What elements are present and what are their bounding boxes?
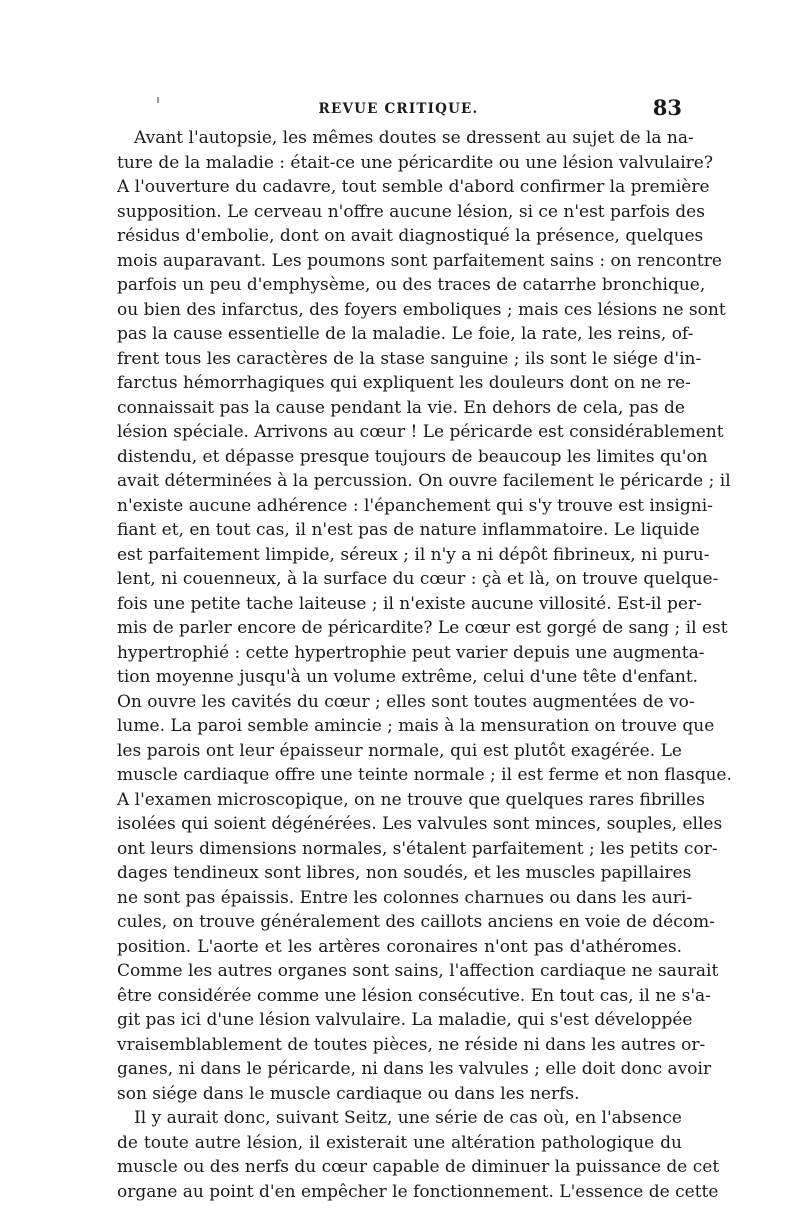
- text-line: dages tendineux sont libres, non soudés, et les muscles papillaires: [117, 863, 692, 883]
- text-line: lent, ni couenneux, à la surface du cœur : çà et là, on trouve quelque-: [117, 569, 719, 589]
- text-line: pas la cause essentielle de la maladie. Le foie, la rate, les reins, of-: [117, 324, 694, 344]
- text-line: de toute autre lésion, il existerait une altération pathologique du: [117, 1132, 682, 1153]
- text-line: supposition. Le cerveau n'offre aucune lésion, si ce n'est parfois des: [117, 201, 705, 222]
- text-line: fois une petite tache laiteuse ; il n'existe aucune villosité. Est-il per-: [117, 593, 702, 614]
- text-line: Il y aurait donc, suivant Seitz, une série de cas où, en l'absence: [134, 1108, 682, 1128]
- text-line: être considérée comme une lésion consécutive. En tout cas, il ne s'a-: [117, 985, 711, 1006]
- text-line: cules, on trouve généralement des caillots anciens en voie de décom-: [117, 912, 715, 932]
- text-line: muscle cardiaque offre une teinte normale ; il est ferme et non flasque.: [117, 765, 732, 785]
- text-line: tion moyenne jusqu'à un volume extrême, celui d'une tête d'enfant.: [117, 667, 699, 687]
- text-line: ture de la maladie : était-ce une péricardite ou une lésion valvulaire?: [117, 152, 713, 173]
- page-header: [115, 93, 682, 123]
- text-line: A l'ouverture du cadavre, tout semble d'abord confirmer la première: [117, 177, 710, 197]
- text-line: farctus hémorrhagiques qui expliquent les douleurs dont on ne re-: [117, 373, 691, 393]
- text-line: A l'examen microscopique, on ne trouve que quelques rares fibrilles: [117, 789, 705, 810]
- text-line: ganes, ni dans le péricarde, ni dans les valvules ; elle doit donc avoir: [117, 1059, 712, 1079]
- text-line: lume. La paroi semble amincie ; mais à la mensuration on trouve que: [117, 716, 715, 736]
- text-line: mois auparavant. Les poumons sont parfaitement sains : on rencontre: [117, 250, 722, 271]
- text-line: les parois ont leur épaisseur normale, qui est plutôt exagérée. Le: [117, 740, 682, 761]
- text-line: Comme les autres organes sont sains, l'affection cardiaque ne saurait: [117, 961, 719, 981]
- text-line: est parfaitement limpide, séreux ; il n'y a ni dépôt fibrineux, ni puru-: [117, 544, 710, 565]
- text-line: son siége dans le muscle cardiaque ou dans les nerfs.: [117, 1083, 580, 1104]
- text-line: fiant et, en tout cas, il n'est pas de nature inflammatoire. Le liquide: [117, 520, 700, 540]
- text-line: avait déterminées à la percussion. On ouvre facilement le péricarde ; il: [117, 471, 731, 491]
- text-line: lésion spéciale. Arrivons au cœur ! Le péricarde est considérablement: [117, 422, 724, 442]
- text-line: ne sont pas épaissis. Entre les colonnes charnues ou dans les auri-: [117, 887, 693, 908]
- text-line: position. L'aorte et les artères coronaires n'ont pas d'athéromes.: [117, 936, 682, 957]
- text-line: résidus d'embolie, dont on avait diagnostiqué la présence, quelques: [117, 226, 704, 246]
- text-line: vraisemblablement de toutes pièces, ne réside ni dans les autres or-: [117, 1034, 706, 1055]
- text-line: isolées qui soient dégénérées. Les valvules sont minces, souples, elles: [117, 814, 723, 834]
- text-line: distendu, et dépasse presque toujours de beaucoup les limites qu'on: [117, 446, 708, 467]
- text-line: ont leurs dimensions normales, s'étalent parfaitement ; les petits cor-: [117, 838, 718, 859]
- running-title: REVUE CRITIQUE.: [318, 101, 479, 117]
- text-line: frent tous les caractères de la stase sanguine ; ils sont le siége d'in-: [117, 348, 702, 369]
- text-line: connaissait pas la cause pendant la vie. En dehors de cela, pas de: [117, 397, 685, 418]
- text-line: hypertrophié : cette hypertrophie peut varier depuis une augmenta-: [117, 642, 705, 663]
- text-line: mis de parler encore de péricardite? Le cœur est gorgé de sang ; il est: [117, 618, 728, 638]
- text-line: git pas ici d'une lésion valvulaire. La maladie, qui s'est développée: [117, 1010, 693, 1030]
- body-text: [117, 126, 732, 1204]
- text-line: Avant l'autopsie, les mêmes doutes se dressent au sujet de la na-: [134, 128, 694, 148]
- page-number: 83: [652, 95, 682, 120]
- text-line: n'existe aucune adhérence : l'épanchement qui s'y trouve est insigni-: [117, 495, 713, 516]
- text-line: On ouvre les cavités du cœur ; elles sont toutes augmentées de vo-: [117, 691, 695, 712]
- text-line: organe au point d'en empêcher le fonctionnement. L'essence de cette: [117, 1181, 719, 1202]
- text-line: ou bien des infarctus, des foyers emboliques ; mais ces lésions ne sont: [117, 299, 726, 320]
- text-line: muscle ou des nerfs du cœur capable de diminuer la puissance de cet: [117, 1157, 720, 1177]
- text-line: parfois un peu d'emphysème, ou des traces de catarrhe bronchique,: [117, 275, 706, 295]
